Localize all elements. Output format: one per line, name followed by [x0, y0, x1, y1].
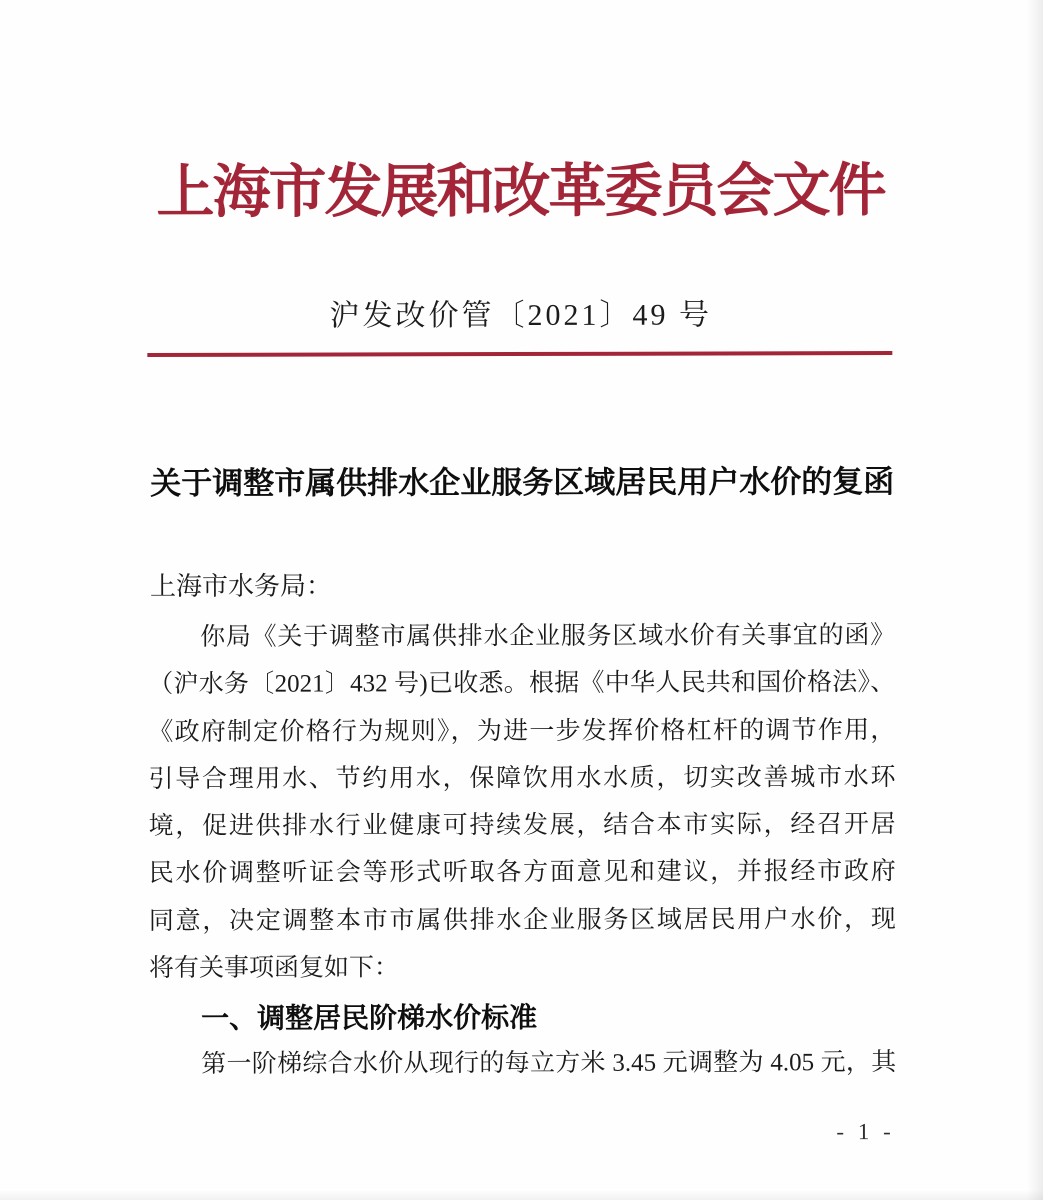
red-divider-line: [147, 351, 892, 357]
document-title: 关于调整市属供排水企业服务区域居民用户水价的复函: [150, 464, 895, 501]
body-line: 民水价调整听证会等形式听取各方面意见和建议，并报经市政府: [148, 858, 896, 888]
agency-letterhead-title: 上海市发展和改革委员会文件: [156, 158, 885, 225]
document-reference-number: 沪发改价管〔2021〕49 号: [329, 298, 713, 333]
body-line: 第一阶梯综合水价从现行的每立方米 3.45 元调整为 4.05 元，其: [201, 1049, 897, 1078]
body-line: 境，促进供排水行业健康可持续发展，结合本市实际，经召开居: [148, 811, 896, 841]
body-line: （沪水务〔2021〕432 号)已收悉。根据《中华人民共和国价格法》、: [148, 669, 896, 699]
page-number: - 1 -: [836, 1119, 895, 1145]
body-line: 将有关事项函复如下：: [148, 954, 400, 983]
section-heading: 一、调整居民阶梯水价标准: [201, 1001, 538, 1034]
body-line: 引导合理用水、节约用水，保障饮用水水质，切实改善城市水环: [148, 763, 896, 793]
body-line: 你局《关于调整市属供排水企业服务区域水价有关事宜的函》: [200, 622, 896, 651]
addressee-line: 上海市水务局：: [149, 571, 333, 601]
body-line: 同意，决定调整本市市属供排水企业服务区域居民用户水价，现: [148, 905, 896, 935]
body-paragraph: [148, 612, 896, 992]
body-line: 《政府制定价格行为规则》，为进一步发挥价格杠杆的调节作用，: [148, 716, 896, 746]
